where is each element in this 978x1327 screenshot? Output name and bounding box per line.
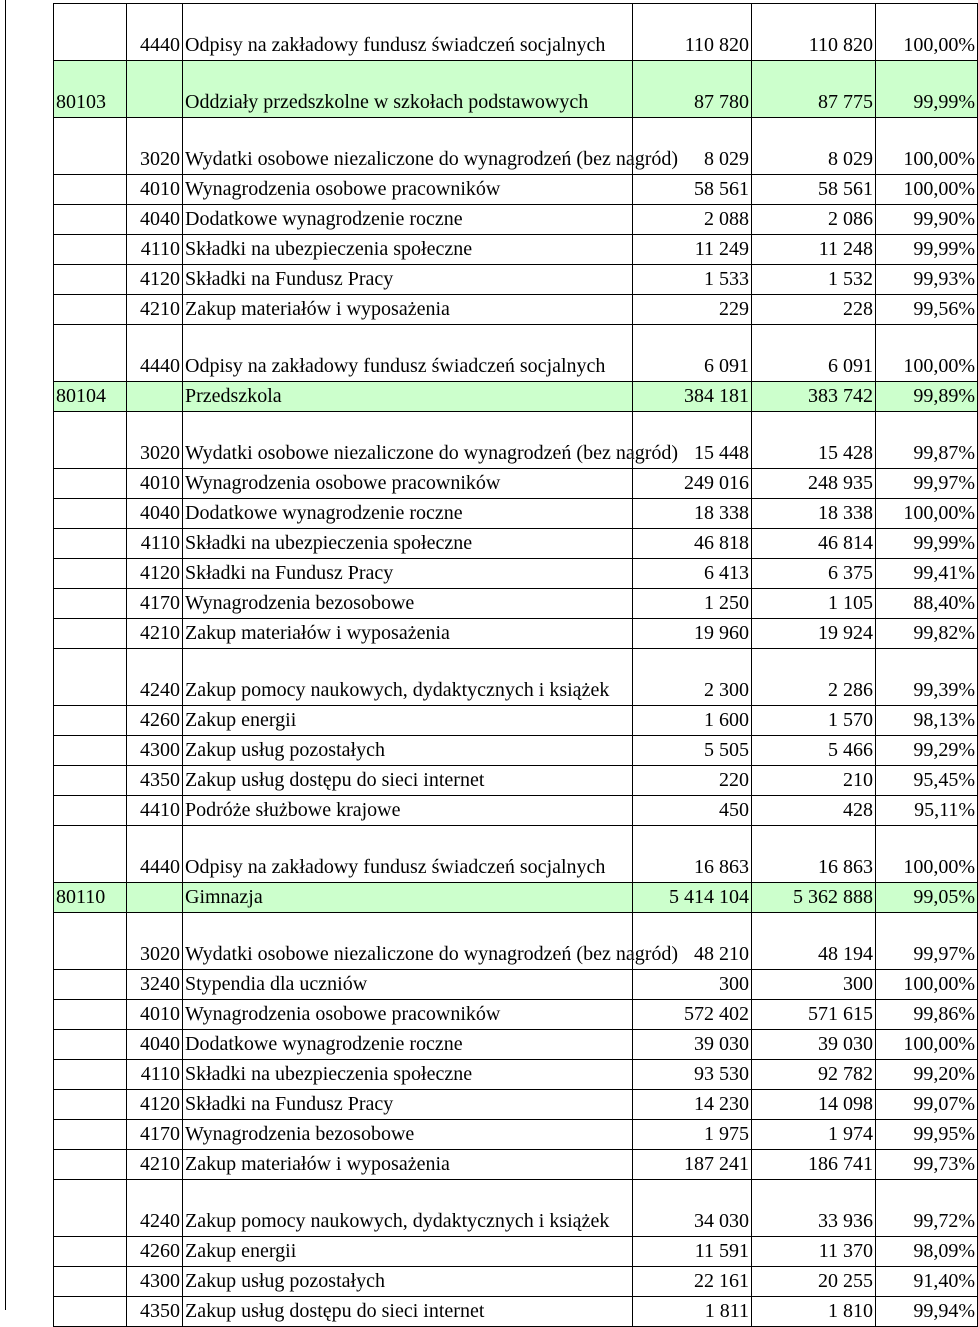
wykonanie-cell: 11 370: [752, 1237, 876, 1267]
paragraf-cell: 4010: [127, 1000, 183, 1030]
plan-cell: 1 975: [633, 1120, 752, 1150]
dzial-cell: [54, 1237, 127, 1267]
wykonanie-cell: 210: [752, 766, 876, 796]
procent-cell: 100,00%: [876, 826, 978, 883]
paragraf-cell: 4110: [127, 529, 183, 559]
plan-cell: 384 181: [633, 382, 752, 412]
budget-table-body: [54, 4, 978, 1327]
paragraf-cell: 3020: [127, 913, 183, 970]
wykonanie-cell: 571 615: [752, 1000, 876, 1030]
paragraf-cell: 4170: [127, 1120, 183, 1150]
paragraf-cell: 4260: [127, 706, 183, 736]
wykonanie-cell: 1 974: [752, 1120, 876, 1150]
wykonanie-cell: 1 532: [752, 265, 876, 295]
paragraf-cell: 4010: [127, 175, 183, 205]
table-row: [54, 1150, 978, 1180]
procent-cell: 99,82%: [876, 619, 978, 649]
dzial-cell: [54, 175, 127, 205]
dzial-cell: [54, 1297, 127, 1327]
plan-cell: 19 960: [633, 619, 752, 649]
procent-cell: 100,00%: [876, 118, 978, 175]
dzial-cell: [54, 325, 127, 382]
procent-cell: 99,99%: [876, 61, 978, 118]
dzial-cell: [54, 1267, 127, 1297]
procent-cell: 99,07%: [876, 1090, 978, 1120]
procent-cell: 88,40%: [876, 589, 978, 619]
paragraf-cell: 3020: [127, 412, 183, 469]
wykonanie-cell: 1 105: [752, 589, 876, 619]
wykonanie-cell: 18 338: [752, 499, 876, 529]
procent-cell: 99,89%: [876, 382, 978, 412]
name-cell: Składki na ubezpieczenia społeczne: [183, 529, 633, 559]
procent-cell: 99,20%: [876, 1060, 978, 1090]
paragraf-cell: 4040: [127, 205, 183, 235]
wykonanie-cell: 33 936: [752, 1180, 876, 1237]
name-cell: Wydatki osobowe niezaliczone do wynagrodzeń (bez nagród): [183, 913, 633, 970]
table-row: [54, 619, 978, 649]
table-row: [54, 1000, 978, 1030]
plan-cell: 220: [633, 766, 752, 796]
dzial-cell: [54, 1150, 127, 1180]
name-cell: Zakup usług dostępu do sieci internet: [183, 766, 633, 796]
plan-cell: 1 533: [633, 265, 752, 295]
wykonanie-cell: 300: [752, 970, 876, 1000]
wykonanie-cell: 248 935: [752, 469, 876, 499]
paragraf-cell: 4110: [127, 235, 183, 265]
paragraf-cell: 4120: [127, 1090, 183, 1120]
wykonanie-cell: 428: [752, 796, 876, 826]
dzial-cell: [54, 766, 127, 796]
table-row: [54, 295, 978, 325]
plan-cell: 572 402: [633, 1000, 752, 1030]
plan-cell: 6 413: [633, 559, 752, 589]
table-row: [54, 529, 978, 559]
name-cell: Zakup materiałów i wyposażenia: [183, 619, 633, 649]
name-cell: Wynagrodzenia osobowe pracowników: [183, 469, 633, 499]
budget-table: [53, 3, 978, 1327]
table-row: [54, 736, 978, 766]
page-margin-line: [5, 0, 6, 1310]
wykonanie-cell: 16 863: [752, 826, 876, 883]
plan-cell: 2 088: [633, 205, 752, 235]
plan-cell: 11 249: [633, 235, 752, 265]
dzial-cell: [54, 469, 127, 499]
dzial-cell: 80110: [54, 883, 127, 913]
dzial-cell: [54, 265, 127, 295]
dzial-cell: [54, 1030, 127, 1060]
dzial-cell: [54, 970, 127, 1000]
plan-cell: 6 091: [633, 325, 752, 382]
table-row: [54, 235, 978, 265]
paragraf-cell: 4300: [127, 1267, 183, 1297]
wykonanie-cell: 6 091: [752, 325, 876, 382]
paragraf-cell: 4350: [127, 1297, 183, 1327]
dzial-cell: [54, 1000, 127, 1030]
name-cell: Zakup energii: [183, 1237, 633, 1267]
procent-cell: 99,72%: [876, 1180, 978, 1237]
paragraf-cell: 4300: [127, 736, 183, 766]
section-row: [54, 382, 978, 412]
table-row: [54, 499, 978, 529]
wykonanie-cell: 2 086: [752, 205, 876, 235]
wykonanie-cell: 87 775: [752, 61, 876, 118]
procent-cell: 99,93%: [876, 265, 978, 295]
plan-cell: 16 863: [633, 826, 752, 883]
name-cell: Wynagrodzenia osobowe pracowników: [183, 1000, 633, 1030]
procent-cell: 100,00%: [876, 4, 978, 61]
name-cell: Odpisy na zakładowy fundusz świadczeń socjalnych: [183, 4, 633, 61]
paragraf-cell: 4170: [127, 589, 183, 619]
wykonanie-cell: 186 741: [752, 1150, 876, 1180]
wykonanie-cell: 11 248: [752, 235, 876, 265]
name-cell: Składki na ubezpieczenia społeczne: [183, 235, 633, 265]
dzial-cell: [54, 559, 127, 589]
name-cell: Wydatki osobowe niezaliczone do wynagrodzeń (bez nagród): [183, 412, 633, 469]
plan-cell: 110 820: [633, 4, 752, 61]
wykonanie-cell: 1 810: [752, 1297, 876, 1327]
plan-cell: 14 230: [633, 1090, 752, 1120]
dzial-cell: [54, 499, 127, 529]
table-row: [54, 325, 978, 382]
dzial-cell: [54, 826, 127, 883]
paragraf-cell: 4440: [127, 325, 183, 382]
plan-cell: 11 591: [633, 1237, 752, 1267]
dzial-cell: [54, 1060, 127, 1090]
name-cell: Odpisy na zakładowy fundusz świadczeń socjalnych: [183, 325, 633, 382]
dzial-cell: [54, 589, 127, 619]
paragraf-cell: 4210: [127, 295, 183, 325]
name-cell: Zakup pomocy naukowych, dydaktycznych i książek: [183, 649, 633, 706]
table-row: [54, 1030, 978, 1060]
table-row: [54, 1180, 978, 1237]
wykonanie-cell: 92 782: [752, 1060, 876, 1090]
table-row: [54, 796, 978, 826]
plan-cell: 87 780: [633, 61, 752, 118]
table-row: [54, 559, 978, 589]
name-cell: Zakup energii: [183, 706, 633, 736]
name-cell: Dodatkowe wynagrodzenie roczne: [183, 1030, 633, 1060]
procent-cell: 100,00%: [876, 970, 978, 1000]
wykonanie-cell: 5 362 888: [752, 883, 876, 913]
plan-cell: 300: [633, 970, 752, 1000]
wykonanie-cell: 15 428: [752, 412, 876, 469]
paragraf-cell: 4110: [127, 1060, 183, 1090]
procent-cell: 99,99%: [876, 235, 978, 265]
plan-cell: 93 530: [633, 1060, 752, 1090]
name-cell: Zakup materiałów i wyposażenia: [183, 295, 633, 325]
wykonanie-cell: 6 375: [752, 559, 876, 589]
table-row: [54, 1267, 978, 1297]
wykonanie-cell: 228: [752, 295, 876, 325]
plan-cell: 34 030: [633, 1180, 752, 1237]
name-cell: Zakup usług pozostałych: [183, 736, 633, 766]
table-row: [54, 265, 978, 295]
plan-cell: 187 241: [633, 1150, 752, 1180]
procent-cell: 99,97%: [876, 913, 978, 970]
table-row: [54, 118, 978, 175]
dzial-cell: [54, 235, 127, 265]
wykonanie-cell: 383 742: [752, 382, 876, 412]
table-row: [54, 4, 978, 61]
table-row: [54, 1237, 978, 1267]
paragraf-cell: 4440: [127, 826, 183, 883]
paragraf-cell: 4350: [127, 766, 183, 796]
dzial-cell: [54, 1090, 127, 1120]
wykonanie-cell: 20 255: [752, 1267, 876, 1297]
plan-cell: 1 250: [633, 589, 752, 619]
paragraf-cell: 4040: [127, 1030, 183, 1060]
plan-cell: 8 029: [633, 118, 752, 175]
name-cell: Wynagrodzenia bezosobowe: [183, 1120, 633, 1150]
table-row: [54, 469, 978, 499]
name-cell: Składki na Fundusz Pracy: [183, 1090, 633, 1120]
procent-cell: 99,86%: [876, 1000, 978, 1030]
plan-cell: 48 210: [633, 913, 752, 970]
dzial-cell: [54, 796, 127, 826]
paragraf-cell: 3240: [127, 970, 183, 1000]
name-cell: Wynagrodzenia osobowe pracowników: [183, 175, 633, 205]
paragraf-cell: 4210: [127, 619, 183, 649]
procent-cell: 100,00%: [876, 325, 978, 382]
name-cell: Zakup materiałów i wyposażenia: [183, 1150, 633, 1180]
name-cell: Zakup pomocy naukowych, dydaktycznych i książek: [183, 1180, 633, 1237]
table-row: [54, 1120, 978, 1150]
wykonanie-cell: 48 194: [752, 913, 876, 970]
procent-cell: 99,90%: [876, 205, 978, 235]
plan-cell: 5 505: [633, 736, 752, 766]
name-cell: Składki na Fundusz Pracy: [183, 265, 633, 295]
wykonanie-cell: 8 029: [752, 118, 876, 175]
dzial-cell: [54, 736, 127, 766]
paragraf-cell: 3020: [127, 118, 183, 175]
paragraf-cell: 4010: [127, 469, 183, 499]
procent-cell: 99,99%: [876, 529, 978, 559]
name-cell: Składki na Fundusz Pracy: [183, 559, 633, 589]
plan-cell: 229: [633, 295, 752, 325]
plan-cell: 15 448: [633, 412, 752, 469]
procent-cell: 99,95%: [876, 1120, 978, 1150]
procent-cell: 99,39%: [876, 649, 978, 706]
dzial-cell: 80104: [54, 382, 127, 412]
name-cell: Wynagrodzenia bezosobowe: [183, 589, 633, 619]
wykonanie-cell: 46 814: [752, 529, 876, 559]
plan-cell: 1 811: [633, 1297, 752, 1327]
table-row: [54, 649, 978, 706]
plan-cell: 39 030: [633, 1030, 752, 1060]
paragraf-cell: 4120: [127, 265, 183, 295]
procent-cell: 98,09%: [876, 1237, 978, 1267]
procent-cell: 99,29%: [876, 736, 978, 766]
dzial-cell: [54, 295, 127, 325]
name-cell: Dodatkowe wynagrodzenie roczne: [183, 499, 633, 529]
plan-cell: 22 161: [633, 1267, 752, 1297]
dzial-cell: [54, 529, 127, 559]
procent-cell: 99,73%: [876, 1150, 978, 1180]
table-row: [54, 1297, 978, 1327]
name-cell: Gimnazja: [183, 883, 633, 913]
paragraf-cell: [127, 883, 183, 913]
plan-cell: 58 561: [633, 175, 752, 205]
procent-cell: 98,13%: [876, 706, 978, 736]
wykonanie-cell: 39 030: [752, 1030, 876, 1060]
name-cell: Dodatkowe wynagrodzenie roczne: [183, 205, 633, 235]
name-cell: Zakup usług dostępu do sieci internet: [183, 1297, 633, 1327]
section-row: [54, 61, 978, 118]
paragraf-cell: 4410: [127, 796, 183, 826]
plan-cell: 450: [633, 796, 752, 826]
table-row: [54, 1090, 978, 1120]
paragraf-cell: 4240: [127, 1180, 183, 1237]
procent-cell: 99,56%: [876, 295, 978, 325]
table-row: [54, 766, 978, 796]
procent-cell: 100,00%: [876, 499, 978, 529]
plan-cell: 18 338: [633, 499, 752, 529]
dzial-cell: [54, 4, 127, 61]
plan-cell: 1 600: [633, 706, 752, 736]
dzial-cell: [54, 619, 127, 649]
wykonanie-cell: 58 561: [752, 175, 876, 205]
paragraf-cell: 4260: [127, 1237, 183, 1267]
table-row: [54, 970, 978, 1000]
wykonanie-cell: 14 098: [752, 1090, 876, 1120]
wykonanie-cell: 110 820: [752, 4, 876, 61]
paragraf-cell: [127, 382, 183, 412]
wykonanie-cell: 5 466: [752, 736, 876, 766]
paragraf-cell: 4240: [127, 649, 183, 706]
plan-cell: 2 300: [633, 649, 752, 706]
procent-cell: 99,97%: [876, 469, 978, 499]
procent-cell: 99,94%: [876, 1297, 978, 1327]
dzial-cell: [54, 1180, 127, 1237]
table-row: [54, 913, 978, 970]
paragraf-cell: 4120: [127, 559, 183, 589]
name-cell: Składki na ubezpieczenia społeczne: [183, 1060, 633, 1090]
table-row: [54, 589, 978, 619]
dzial-cell: [54, 412, 127, 469]
procent-cell: 100,00%: [876, 175, 978, 205]
table-row: [54, 412, 978, 469]
dzial-cell: [54, 1120, 127, 1150]
paragraf-cell: 4040: [127, 499, 183, 529]
wykonanie-cell: 2 286: [752, 649, 876, 706]
paragraf-cell: [127, 61, 183, 118]
name-cell: Oddziały przedszkolne w szkołach podstawowych: [183, 61, 633, 118]
plan-cell: 249 016: [633, 469, 752, 499]
procent-cell: 100,00%: [876, 1030, 978, 1060]
name-cell: Stypendia dla uczniów: [183, 970, 633, 1000]
name-cell: Zakup usług pozostałych: [183, 1267, 633, 1297]
procent-cell: 95,45%: [876, 766, 978, 796]
procent-cell: 99,05%: [876, 883, 978, 913]
table-row: [54, 175, 978, 205]
name-cell: Przedszkola: [183, 382, 633, 412]
table-row: [54, 205, 978, 235]
name-cell: Odpisy na zakładowy fundusz świadczeń socjalnych: [183, 826, 633, 883]
table-row: [54, 706, 978, 736]
dzial-cell: [54, 118, 127, 175]
paragraf-cell: 4210: [127, 1150, 183, 1180]
wykonanie-cell: 1 570: [752, 706, 876, 736]
dzial-cell: 80103: [54, 61, 127, 118]
plan-cell: 46 818: [633, 529, 752, 559]
name-cell: Podróże służbowe krajowe: [183, 796, 633, 826]
dzial-cell: [54, 649, 127, 706]
procent-cell: 99,87%: [876, 412, 978, 469]
wykonanie-cell: 19 924: [752, 619, 876, 649]
dzial-cell: [54, 205, 127, 235]
procent-cell: 95,11%: [876, 796, 978, 826]
name-cell: Wydatki osobowe niezaliczone do wynagrodzeń (bez nagród): [183, 118, 633, 175]
dzial-cell: [54, 706, 127, 736]
table-row: [54, 1060, 978, 1090]
procent-cell: 91,40%: [876, 1267, 978, 1297]
procent-cell: 99,41%: [876, 559, 978, 589]
paragraf-cell: 4440: [127, 4, 183, 61]
plan-cell: 5 414 104: [633, 883, 752, 913]
table-row: [54, 826, 978, 883]
section-row: [54, 883, 978, 913]
dzial-cell: [54, 913, 127, 970]
